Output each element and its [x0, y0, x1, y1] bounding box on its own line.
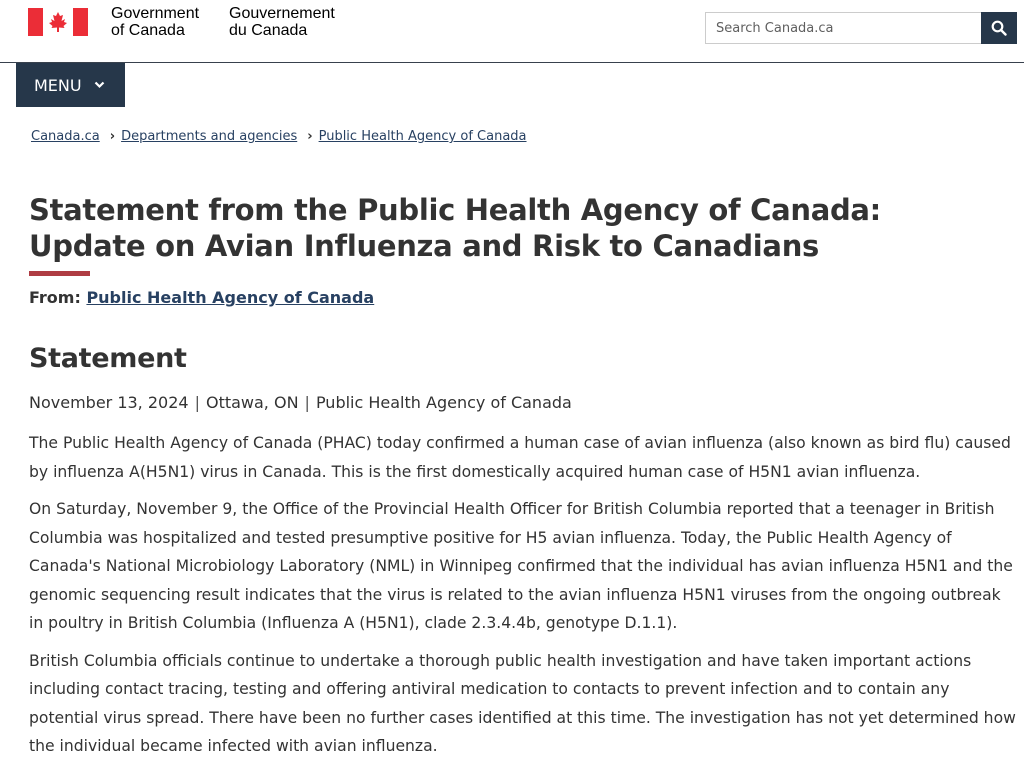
main-menu-button[interactable]: [16, 63, 125, 107]
search-button[interactable]: [981, 12, 1017, 44]
body-paragraph: The Public Health Agency of Canada (PHAC) today confirmed a human case of avian influenza (also known as bird flu) caused by influenza A(H5N1) virus in Canada. This is the first domestically acquired human case of H5N1 avian influenza.: [29, 434, 1011, 481]
signature-line: of Canada: [111, 22, 185, 39]
title-underline-decoration: [29, 271, 90, 276]
from-label: From:: [29, 288, 81, 307]
government-signature-en[interactable]: [111, 5, 199, 39]
statement-location: Ottawa, ON: [205, 393, 299, 412]
body-paragraph: On Saturday, November 9, the Office of the Provincial Health Officer for British Columbia reported that a teenager in British Columbia was hospitalized and tested presumptive positive for H5 avian influenza. Today, the Public Health Agency of Canada's National Microbiology Laboratory (NML) in Winnipeg confirmed that the individual has avian influenza H5N1 and the genomic sequencing result indicates that the virus is related to the avian influenza H5N1 viruses from the ongoing outbreak in poultry in British Columbia (Influenza A (H5N1), clade 2.3.4.4b, genotype D.1.1).: [29, 500, 1013, 632]
page-title: Statement from the Public Health Agency of Canada: Update on Avian Influenza and Risk to Canadians: [29, 193, 881, 263]
signature-line: Government: [111, 5, 200, 22]
government-signature-fr[interactable]: [229, 5, 335, 39]
statement-meta: [29, 393, 572, 412]
canada-flag-icon[interactable]: [28, 8, 88, 36]
chevron-right-icon: ›: [109, 129, 116, 144]
breadcrumb-link-departments[interactable]: Departments and agencies: [121, 129, 298, 144]
statement-body: [29, 429, 1019, 770]
meta-separator: |: [304, 393, 310, 412]
breadcrumb-link-phac[interactable]: Public Health Agency of Canada: [318, 129, 527, 144]
signature-line: du Canada: [229, 22, 308, 39]
signature-line: Gouvernement: [229, 5, 335, 22]
chevron-down-icon: [94, 81, 105, 89]
menu-label: MENU: [34, 75, 82, 95]
body-paragraph: British Columbia officials continue to undertake a thorough public health investigation and have taken important actions including contact tracing, testing and offering antiviral medication to contacts to prevent infection and to contain any potential virus spread. There have been no further cases identified at this time. The investigation has not yet determined how the individual became infected with avian influenza.: [29, 651, 1016, 755]
site-header: [0, 0, 1024, 63]
search-input[interactable]: [705, 12, 981, 44]
breadcrumb: [31, 129, 527, 144]
chevron-right-icon: ›: [307, 129, 313, 144]
section-heading: Statement: [29, 343, 187, 374]
meta-separator: |: [194, 393, 200, 412]
statement-source: Public Health Agency of Canada: [315, 393, 572, 412]
site-search: [705, 12, 1017, 44]
from-line: [29, 288, 374, 307]
statement-date: November 13, 2024: [29, 393, 189, 412]
search-icon: [991, 20, 1007, 36]
from-agency-link[interactable]: Public Health Agency of Canada: [86, 288, 375, 307]
breadcrumb-link-home[interactable]: Canada.ca: [31, 129, 100, 144]
